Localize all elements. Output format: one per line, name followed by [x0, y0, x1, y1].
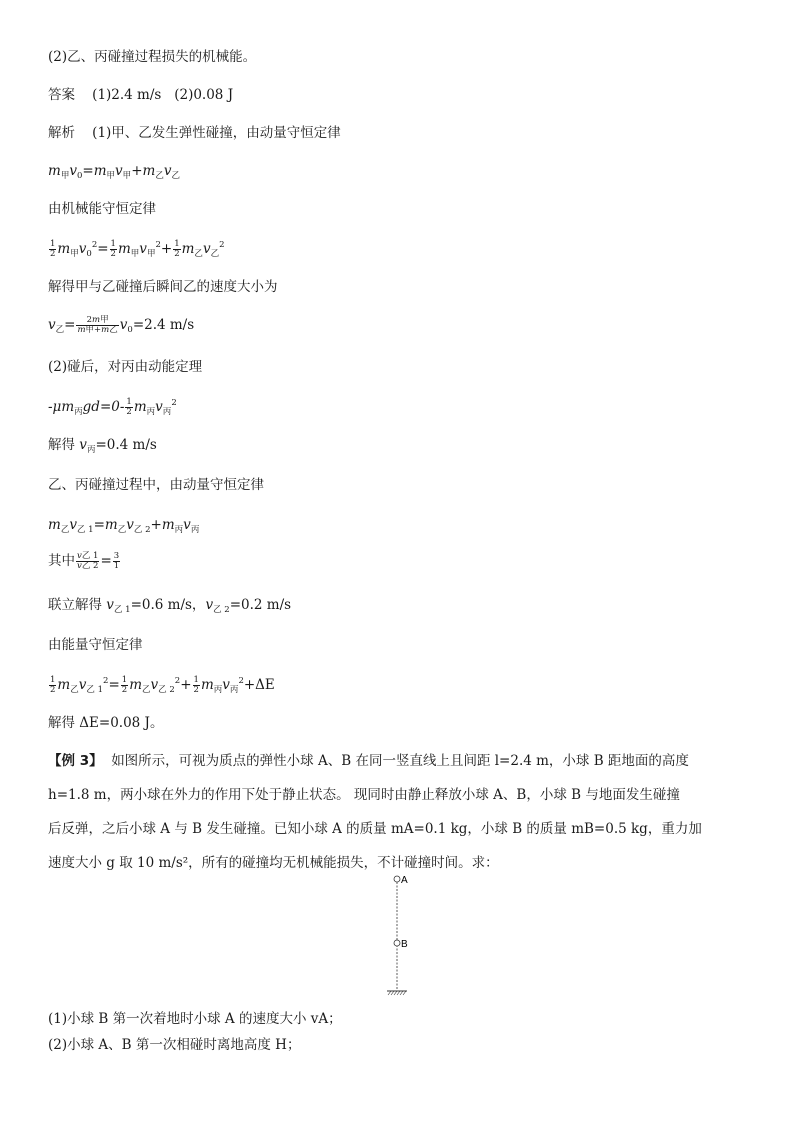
equation-velocity-yi: $v_乙=$ $\frac{\text{2m甲}}{\text{m甲+m乙}}$ $v_0=2.4$ m/s [48, 315, 195, 335]
analysis-text: (1)甲、乙发生弹性碰撞，由动量守恒定律 [92, 125, 341, 141]
label-b: B [401, 939, 408, 950]
example-line-1: 如图所示，可视为质点的弹性小球 A、B 在同一竖直线上且间距 l=2.4 m，小球 B 距地面的高度 [111, 753, 689, 769]
example-line-4: 速度大小 g 取 10 m/s²，所有的碰撞均无机械能损失，不计碰撞时间。求： [48, 855, 499, 871]
example-tag: 【例 3】 [48, 753, 103, 769]
example-line-3: 后反弹，之后小球 A 与 B 发生碰撞。已知小球 A 的质量 mA=0.1 kg，小球 B 的质量 mB=0.5 kg，重力加 [48, 821, 702, 837]
analysis-line [48, 124, 341, 142]
example-line-2: h=1.8 m，两小球在外力的作用下处于静止状态。 现同时由静止释放小球 A、B，小球 B 与地面发生碰撞 [48, 787, 680, 803]
answer-part2: (2)0.08 J [174, 87, 234, 103]
equation-energy-2: $\frac{1}{2}$ $m_乙v_{乙 1}^2=$ $\frac{1}{2}$ $m_乙v_{乙 2}^2+$ $\frac{1}{2}$ $m_丙v_丙^2+\Delta E$ [50, 675, 275, 695]
ball-diagram-svg [370, 870, 430, 1000]
ratio-line: 其中 $\frac{\text{v乙 1}}{\text{v乙 2}}$ = $\frac{3}{1}$ [48, 551, 120, 571]
sub-question-1: (1)小球 B 第一次着地时小球 A 的速度大小 vA； [48, 1011, 342, 1027]
example-3 [48, 744, 748, 880]
answer-line [48, 86, 233, 104]
answer-label: 答案 [48, 87, 75, 103]
ball-diagram [370, 870, 430, 1000]
ground-hatch [388, 991, 406, 995]
analysis-label: 解析 [48, 125, 75, 141]
ball-a [394, 876, 400, 882]
bc-momentum-text: 乙、丙碰撞过程中，由动量守恒定律 [48, 477, 264, 493]
solve-text-1: 解得甲与乙碰撞后瞬间乙的速度大小为 [48, 279, 278, 295]
solve-text-2: 解得 $v_丙=0.4$ m/s [48, 437, 157, 455]
equation-energy-1: $\frac{1}{2}$ $m_甲v_0^2=$ $\frac{1}{2}$ $m_甲v_甲^2+$ $\frac{1}{2}$ $m_乙v_乙^2$ [50, 239, 225, 259]
collide-text: (2)碰后，对丙由动能定理 [48, 359, 203, 375]
mech-energy-text: 由机械能守恒定律 [48, 201, 156, 217]
answer-part1: (1)2.4 m/s [92, 87, 162, 103]
final-result: 解得 ΔE=0.08 J。 [48, 715, 164, 731]
label-a: A [401, 875, 408, 886]
sub-question-2: (2)小球 A、B 第一次相碰时离地高度 H； [48, 1037, 301, 1053]
equation-work-energy: $-\mu m_丙gd=0-$ $\frac{1}{2}$ $m_丙v_丙^2$ [48, 397, 177, 417]
ball-b [394, 940, 400, 946]
equation-momentum-1: $m_甲v_0=m_甲v_甲+m_乙v_乙$ [48, 163, 180, 181]
joint-solve: 联立解得 $v_{乙 1}=0.6$ m/s，$v_{乙 2}=0.2$ m/s [48, 597, 292, 615]
energy-text: 由能量守恒定律 [48, 637, 143, 653]
equation-momentum-2: $m_乙v_{乙 1}=m_乙v_{乙 2}+m_丙v_丙$ [48, 517, 200, 535]
question-2: (2)乙、丙碰撞过程损失的机械能。 [48, 49, 257, 65]
